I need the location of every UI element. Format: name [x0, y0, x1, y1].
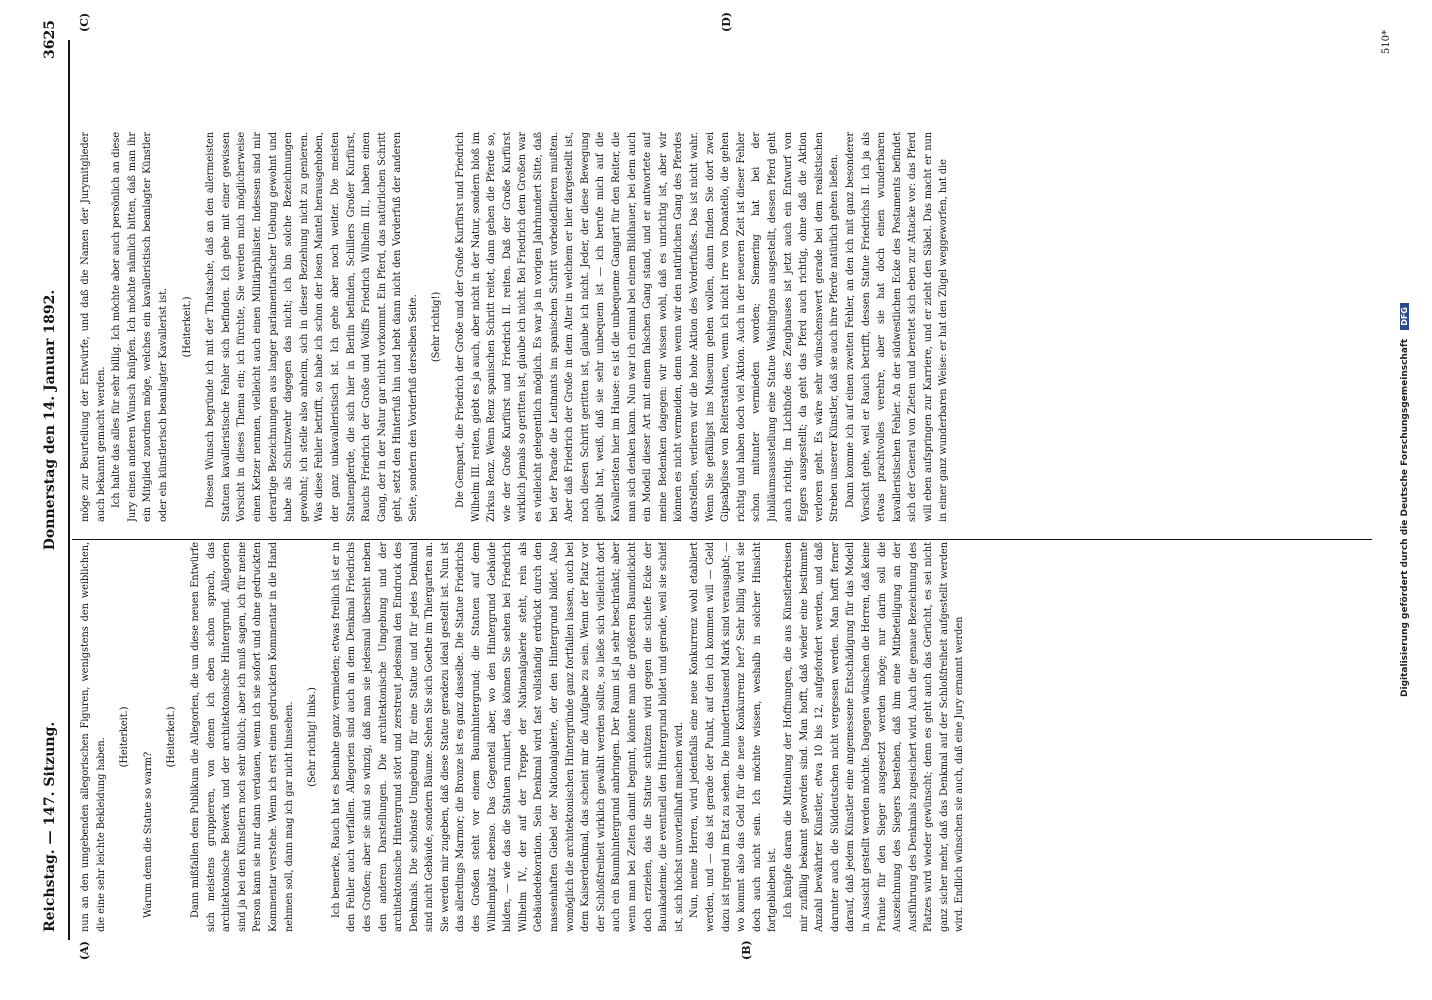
- interjection: (Sehr richtig! links.): [307, 687, 319, 787]
- header-rule: [68, 40, 70, 940]
- header-left: Reichstag. — 147. Sitzung.: [42, 721, 58, 932]
- paragraph: Die Gempart, die Friedrich der Große und der Große Kurfürst und Friedrich Wilhelm III. reiten, giebt es ja auch, aber nicht in der Natur, sondern bloß im Zirkus Renz. Wenn Renz spanischen Schritt reitet, dann gehen die Pferde so, wie der Große Kurfürst und Friedrich II. reiten. Daß der Große Kurfürst wirklich jemals so geritten ist, glaube ich nicht. Bei Friedrich dem Großen war es vielleicht gelegentlich möglich. Es war ja in vorigen Jahrhundert Sitte, daß bei der Parade die Leutnants im spanischen Schritt vorbeidefilieren mußten. Aber daß Friedrich der Große in dem Alter in welchem er hier dargestellt ist, noch diesen Schritt geritten ist, glaube ich nicht. Jeder, der diese Bewegung geübt hat, weiß, daß sie sehr unbequem ist — ich berufe mich auf die Kavalleristen hier im Hause: es ist die unbequeme Gangart für den Reiter, die man sich denken kann. Nun war ich einmal bei einem Bildhauer, bei dem auch ein Modell dieser Art mit einem falschen Gang stand, und er antwortete auf meine Bedenken dagegen: wir wissen wohl, daß es unrichtig ist, aber wir können es nicht vermeiden, denn wenn wir den natürlichen Gang des Pferdes darstellen, verlieren wir die hohe Aktion des Vorderfußes. Das ist nicht wahr. Wenn Sie gefälligst ins Museum gehen wollen, dann finden Sie dort zwei Gipsabgüsse von Reiterstatuen, wenn ich nicht irre von Donatello, die gehen richtig und haben doch viel Aktion. Auch in der neueren Zeit ist dieser Fehler schon mitunter vermieden worden; Siemering hat bei der Jubiläumsausstellung eine Statue Washingtons ausgestellt, dessen Pferd geht auch richtig. Im Lichthofe des Zeughauses ist jetzt auch ein Entwurf von Eggers ausgestellt; da geht das Pferd auch richtig, ohne daß die Aktion verloren geht. Es wäre sehr wünschenswert gerade bei dem realistischen Streben unserer Künstler, daß sie auch ihre Pferde natürlich gehen ließen.: [455, 132, 841, 522]
- digitization-credit-text: Digitalisierung gefördert durch die Deutsche Forschungsgemeinschaft: [1400, 338, 1410, 697]
- left-column: [78, 542, 1368, 932]
- paragraph: Ich bemerke, Rauch hat es beinahe ganz vermieden; etwas freilich ist er in den Fehler auch verfallen. Allegorien sind auch an dem Denkmal Friedrichs des Großen; aber sie sind so winzig, daß man sie jedesmal übersieht neben den anderen Darstellungen. Die architektonische Umgebung und der architektonische Hintergrund stört und zerstreut jedesmal den Eindruck des Denkmals. Die schönste Umgebung für eine Statue und für jedes Denkmal sind nicht Gebäude, sondern Bäume. Sehen Sie sich Goethe im Thiergarten an. Sie werden mir zugeben, daß diese Statue geradezu ideal gestellt ist. Nun ist das allerdings Marmor; die Bronze ist es ganz dasselbe. Die Statue Friedrichs des Großen steht vor einem Baumhintergrund; die Statuen auf dem Wilhelmplatz ebenso. Das Gegenteil aber, wo den Hintergrund Gebäude bilden, — wie das die Statuen ruiniert, das können Sie sehen bei Friedrich Wilhelm IV., der auf der Treppe der Nationalgalerie steht, rein als Gebäudedekoration. Sein Denkmal wird fast vollständig erdrückt durch den massenhaften Giebel der Nationalgalerie, der den Hintergrund bildet. Also womöglich die architektonischen Hintergründe ganz fortfallen lassen, auch bei dem Kaiserdenkmal, das scheint mir die Aufgabe zu sein. Wenn der Platz vor der Schloßfreiheit wirklich gewählt werden sollte, so ließe sich vielleicht dort auch ein Baumhintergrund anbringen. Der Raum ist ja sehr beschränkt; aber wenn man bei Zeiten damit beginnt, könnte man die größeren Baumdickicht doch erzielen, das die Statue schützen wird gegen die schiefe Ecke der Bauakademie, die eventuell den Hintergrund bildet und gerade, weil sie schief ist, sich höchst unvorteilhaft machen wird.: [330, 542, 685, 932]
- interjection: (Heiterkeit.): [181, 296, 193, 358]
- margin-marker-b: (B): [740, 940, 753, 960]
- right-column: [78, 132, 1368, 522]
- paragraph: Ich halte das alles für sehr billig. Ich möchte aber auch persönlich an diese Jury einen anderen Wunsch knüpfen. Ich möchte nämlich bitten, daß man ihr ein Mitglied zuordnen möge, welches ein kavalleristisch beanlagter Künstler oder ein künstlerisch beanlagter Kavallerist ist.: [111, 132, 169, 522]
- paragraph: Dann mißfallen dem Publikum die Allegorien, die um diese neuen Entwürfe sich meistens gruppieren, von denen ich eben schon sprach, das architektonische Beiwerk und der architektonische Hintergrund. Allegorien sind ja bei den Künstlern noch sehr üblich; aber ich muß sagen, ich für meine Person kann sie nur dann verdauen, wenn ich sie sofort und ohne gedruckten Kommentar verstehe. Wenn ich erst einen gedruckten Kommentar in die Hand nehmen soll, dann mag ich gar nicht hinsehen.: [189, 542, 295, 932]
- signature-mark: 510*: [1381, 30, 1392, 55]
- page-number: 3625: [42, 20, 58, 59]
- paragraph: Nun, meine Herren, wird jedenfalls eine neue Konkurrenz wohl etabliert werden, und — das ist gerade der Punkt, auf den ich kommen will — Geld dazu ist irgend im Etat zu sehen. Die hunderttausend Mark sind verausgabt; — wo kommt also das Geld für die neue Konkurrenz her? Sehr billig wird sie doch auch nicht sein. Ich möchte wissen, weshalb in solcher Hinsicht fortgeblieben ist.: [689, 542, 779, 932]
- margin-marker-d: (D): [720, 12, 733, 32]
- paragraph: möge zur Beurteilung der Entwürfe, und daß die Namen der Jurymitglieder auch bekannt gemacht werden.: [80, 132, 107, 522]
- digitization-credit: [1400, 0, 1410, 1000]
- interjection: (Heiterkeit.): [119, 706, 131, 768]
- paragraph: Ich knüpfe daran die Mitteilung der Hoffnungen, die aus Künstlerkreisen mir zufällig bekannt geworden sind. Man hofft, daß wieder eine bestimmte Anzahl bewährter Künstler, etwa 10 bis 12, aufgefordert werden, und daß darunter auch die Süddeutschen nicht vergessen werden. Man hofft ferner darauf, daß jedem Künstler eine angemessene Entschädigung für das Modell in Aussicht gestellt werden möchte. Dagegen wünschen die Herren, daß keine Prämie für den Sieger ausgesetzt werden möge; nur darin soll die Auszeichnung des Siegers bestehen, daß ihm eine Mitbeteiligung an der Ausführung des Denkmals zugesichert wird. Auch die genaue Bezeichnung des Platzes wird wieder gewünscht; denn es geht auch das Gerücht, es sei nicht ganz sicher mehr, daß das Denkmal auf der Schloßfreiheit aufgestellt werden wird. Endlich wünschen sie auch, daß eine Jury ernannt werden: [782, 542, 966, 932]
- page-header: [38, 20, 66, 940]
- interjection: (Heiterkeit.): [166, 706, 178, 768]
- paragraph: Warum denn die Statue so warm?: [142, 751, 154, 918]
- header-date: Donnerstag den 14. Januar 1892.: [42, 289, 58, 551]
- paragraph: Dann komme ich auf einen zweiten Fehler, an den ich mit ganz besonderer Vorsicht gehe, weil er Rauch betrifft, dessen Statue Friedrichs II. ich ja als etwas prachtvolles verehre, aber sie hat doch einen wunderbaren kavalleristischen Fehler. An der südwestlichen Ecke des Postaments befindet sich der General von Zieten und bereitet sich eben zur Attacke vor: das Pferd will eben aufspringen zur Karriere, und er zieht den Säbel. Das macht er nun in einer ganz wunderbaren Weise: er hat den Zügel weggeworfen, hat die: [844, 132, 950, 522]
- interjection: (Sehr richtig!): [431, 291, 443, 363]
- dfg-logo: DFG: [1400, 303, 1409, 330]
- margin-marker-a: (A): [78, 941, 91, 960]
- paragraph: Diesen Wunsch begründe ich mit der Thatsache, daß an den allermeisten Statuen kavalleristische Fehler sich befinden. Ich gehe mit einer gewissen Vorsicht in dieses Thema ein; ich fürchte, Sie werden mich möglicherweise einen Ketzer nennen, vielleicht auch einen Militärphilister. Indessen sind mir derartige Bezeichnungen aus langer parlamentarischer Uebung gewohnt und habe als Schutzwehr dagegen das nicht; ich bin solche Bezeichnungen gewohnt; ich stelle also anheim, sich in dieser Beziehung nicht zu genieren. Was diese Fehler betrifft, so habe ich schon der losen Mantel herausgehoben, der ganz unkavalleristisch ist. Ich gehe aber noch weiter. Die meisten Statuenpferde, die sich hier in Berlin befinden, Schillers Großer Kurfürst, Rauchs Friedrich der Große und Wolffs Friedrich Wilhelm III., haben einen Gang, der in der Natur gar nicht vorkommt. Ein Pferd, das natürlichen Schritt geht, setzt den Hinterfuß hin und hebt dann nicht den Vorderfuß der anderen Seite, sondern den Vorderfuß derselben Seite.: [205, 132, 419, 522]
- paragraph: nun an den umgebenden allegorischen Figuren, wenigstens den weiblichen, die eine sehr leichte Bekleidung haben.: [80, 542, 107, 932]
- column-divider: [72, 539, 1372, 540]
- margin-marker-c: (C): [78, 12, 91, 32]
